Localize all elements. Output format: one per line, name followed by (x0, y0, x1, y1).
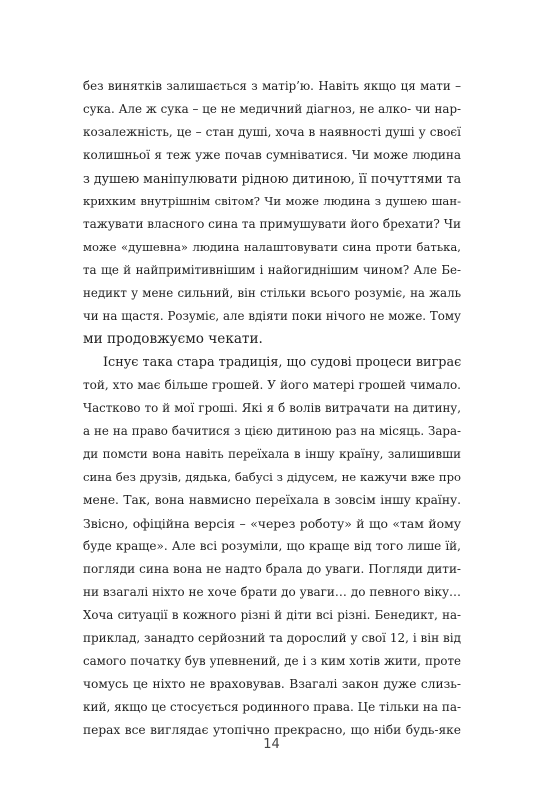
text-line: а не на право бачитися з цією дитиною раз на місяць. Зара- (83, 424, 461, 438)
text-line: колишньої я теж уже почав сумніватися. Чи може людина (83, 148, 461, 162)
text-line: сина без друзів, дядька, бабусі з дідусем, не кажучи вже про (83, 470, 461, 484)
text-line: Існує така стара традиція, що судові процеси виграє (103, 355, 462, 370)
text-line: ни взагалі ніхто не хоче брати до уваги… до певного віку… (83, 585, 461, 599)
text-line: перах все виглядає утопічно прекрасно, що ніби будь-яке (83, 723, 461, 737)
text-line: Частково то й мої гроші. Які я б волів витрачати на дитину, (83, 401, 461, 415)
text-line: приклад, занадто серйозний та дорослий у свої 12, і він від (83, 631, 461, 645)
text-line: буде краще». Але всі розуміли, що краще від того лише їй, (83, 539, 461, 553)
text-line: ми продовжуємо чекати. (83, 331, 263, 347)
text-line: з душею маніпулювати рідною дитиною, її почуттями та (83, 171, 462, 186)
text-line: самого початку був упевнений, де і з ким хотів жити, проте (83, 654, 461, 668)
text-line: без винятків залишається з матір’ю. Навіть якщо ця мати – (83, 79, 461, 93)
body-text (83, 75, 461, 742)
text-line: Хоча ситуації в кожного різні й діти всі різні. Бенедикт, на- (83, 608, 461, 622)
text-line: Звісно, офіційна версія – «через роботу» й що «там йому (83, 516, 461, 531)
text-line: кий, якщо це стосується родинного права. Це тільки на па- (83, 700, 462, 714)
text-line: чомусь це ніхто не враховував. Взагалі закон дуже слизь- (83, 677, 461, 691)
page-number: 14 (263, 737, 280, 752)
paragraph-2 (83, 351, 461, 742)
paragraph-1 (83, 75, 461, 351)
text-line: сука. Але ж сука – це не медичний діагноз, не алко- чи нар- (83, 102, 461, 116)
text-line: недикт у мене сильний, він стільки всього розуміє, на жаль (83, 286, 461, 300)
text-line: та ще й найпримітивнішим і найогиднішим чином? Але Бе- (83, 263, 461, 277)
text-line: погляди сина вона не надто брала до уваги. Погляди дити- (83, 562, 461, 576)
text-line: ди помсти вона навіть переїхала в іншу країну, залишивши (83, 447, 461, 461)
text-line: може «душевна» людина налаштовувати сина проти батька, (83, 240, 461, 254)
text-line: чи на щастя. Розуміє, але вдіяти поки нічого не може. Тому (83, 309, 461, 323)
text-line: козалежність, це – стан душі, хоча в наявності душі у своєї (83, 125, 461, 139)
text-line: крихким внутрішнім світом? Чи може людина з душею шан- (83, 194, 461, 208)
text-line: мене. Так, вона навмисно переїхала в зовсім іншу країну. (83, 493, 461, 507)
text-line: тажувати власного сина та примушувати його брехати? Чи (83, 217, 461, 231)
text-line: той, хто має більше грошей. У його матері грошей чимало. (83, 378, 461, 392)
